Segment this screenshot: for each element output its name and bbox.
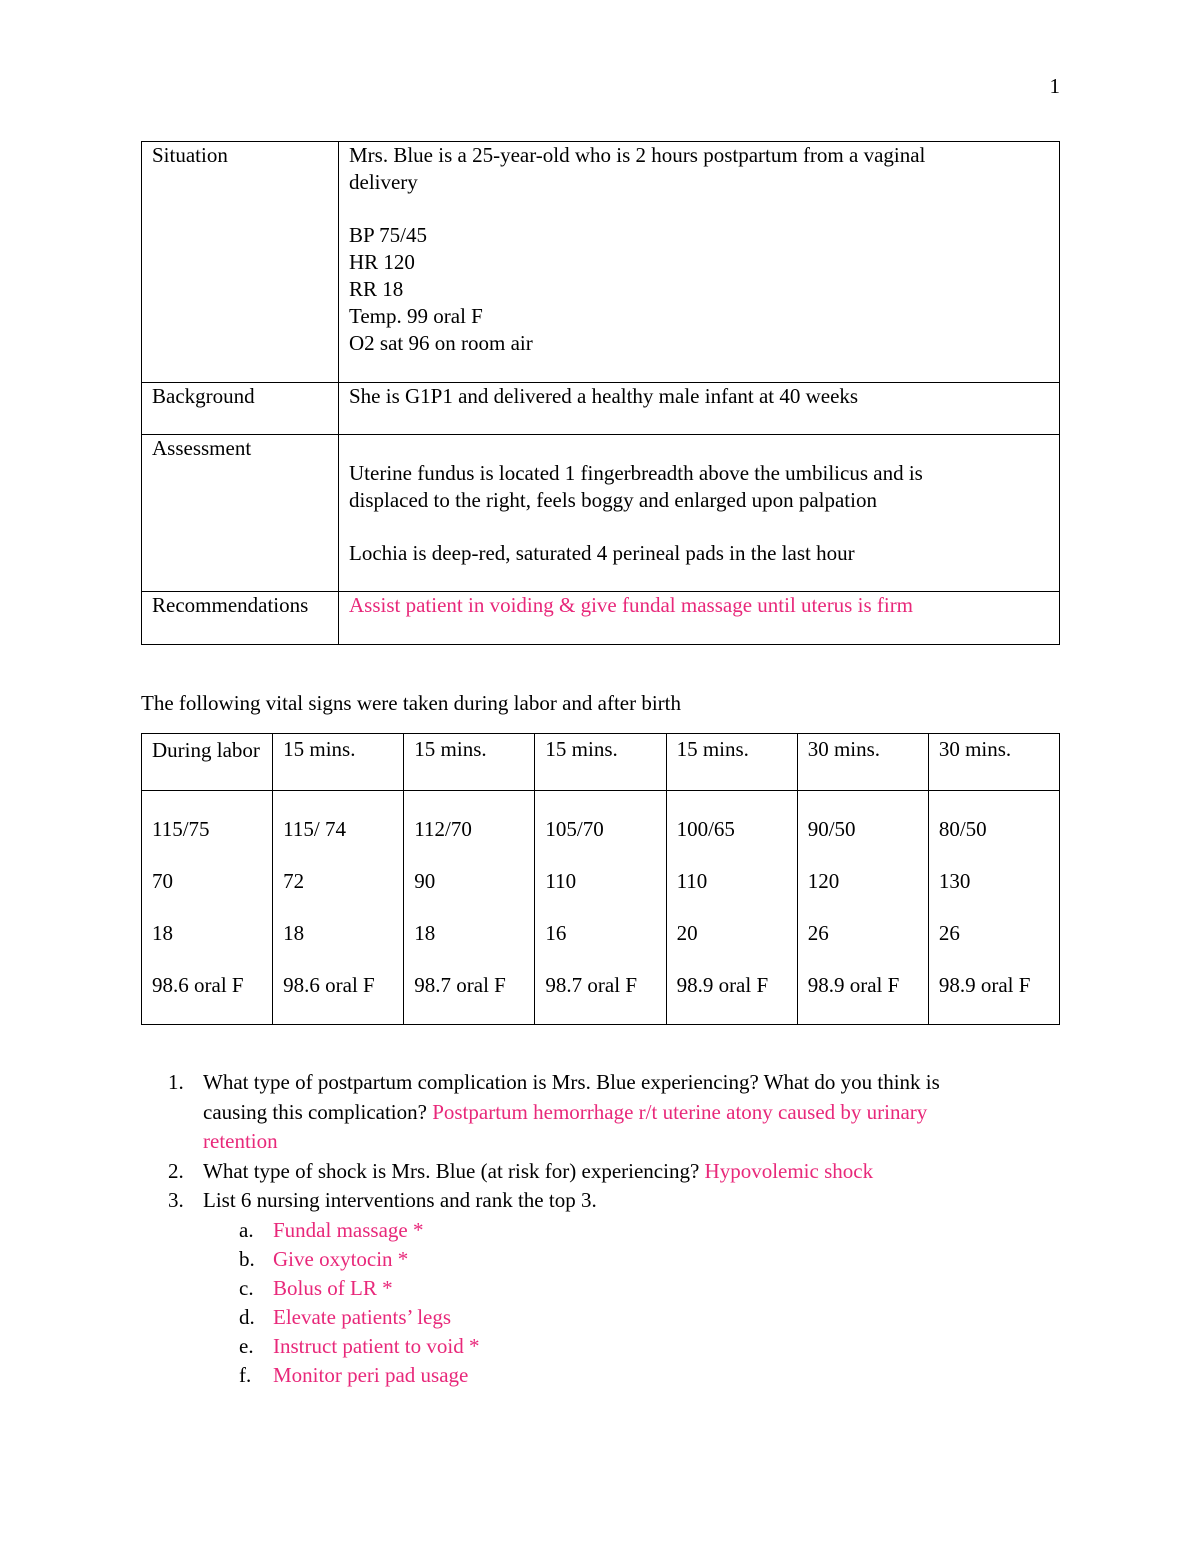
vital-value-rr: 26 [807,921,829,945]
vital-rr: RR 18 [349,277,404,301]
vital-value-temp: 98.6 oral F [152,973,244,997]
vital-value-bp: 100/65 [676,817,735,841]
vital-hr: HR 120 [349,250,415,274]
intervention-letter: f. [239,1362,252,1387]
vital-value-hr: 70 [152,869,173,893]
intervention-text: Bolus of LR * [273,1275,393,1300]
sbar-content [339,142,1060,383]
vital-value-temp: 98.7 oral F [414,973,506,997]
vital-value-temp: 98.9 oral F [807,973,900,997]
question-item [141,1157,1041,1187]
sbar-label: Situation [142,142,339,383]
vitals-cell [142,791,273,1025]
question-answer: Postpartum hemorrhage r/t uterine atony caused by urinary [432,1099,928,1124]
vitals-values-row [142,791,1060,1025]
question-number: 3. [168,1188,184,1212]
sbar-text-line: Mrs. Blue is a 25-year-old who is 2 hours postpartum from a vaginal [349,143,926,167]
intervention-text: Give oxytocin * [273,1246,409,1271]
vital-value-hr: 130 [938,869,971,893]
vitals-cell [404,791,535,1025]
vitals-header: 15 mins. [404,734,535,791]
vital-value-temp: 98.9 oral F [676,973,769,997]
vitals-header: 30 mins. [928,734,1059,791]
question-item [141,1186,1041,1216]
sbar-content [339,435,1060,592]
sbar-row-background [142,383,1060,435]
vital-value-rr: 18 [283,921,305,945]
vital-value-bp: 80/50 [938,817,987,841]
vital-value-rr: 16 [545,921,567,945]
intervention-item [141,1361,1041,1390]
vitals-intro: The following vital signs were taken during labor and after birth [141,691,682,715]
question-answer: retention [203,1129,278,1153]
vitals-header: 15 mins. [273,734,404,791]
vital-value-hr: 72 [283,869,305,893]
vitals-header: 30 mins. [797,734,928,791]
intervention-text: Elevate patients’ legs [273,1304,452,1329]
vital-value-temp: 98.7 oral F [545,973,637,997]
intervention-item [141,1274,1041,1303]
sbar-row-situation [142,142,1060,383]
sbar-content [339,383,1060,435]
sbar-label: Background [142,383,339,435]
vitals-cell [797,791,928,1025]
sbar-text-line: displaced to the right, feels boggy and enlarged upon palpation [349,488,877,512]
intervention-letter: b. [239,1246,255,1271]
question-text: causing this complication? [203,1099,433,1124]
vitals-cell [535,791,666,1025]
vital-value-temp: 98.6 oral F [283,973,375,997]
intervention-item [141,1216,1041,1245]
question-answer: Hypovolemic shock [704,1158,874,1183]
vitals-header: 15 mins. [535,734,666,791]
intervention-item [141,1245,1041,1274]
sbar-table [141,141,1060,645]
vitals-table [141,733,1060,1025]
sbar-label: Assessment [142,435,339,592]
vital-value-rr: 20 [676,921,698,945]
vitals-cell [928,791,1059,1025]
vital-value-bp: 115/75 [152,817,210,841]
vital-value-temp: 98.9 oral F [938,973,1031,997]
vital-value-bp: 115/ 74 [283,817,346,841]
sbar-row-recommendations [142,592,1060,645]
question-number: 1. [168,1070,184,1094]
vital-value-rr: 18 [414,921,436,945]
vital-value-hr: 110 [545,869,577,893]
intervention-letter: e. [239,1333,254,1358]
question-list [141,1068,1041,1390]
question-text: What type of postpartum complication is Mrs. Blue experiencing? What do you think is [203,1070,940,1094]
vital-value-hr: 90 [414,869,436,893]
vitals-header-row [142,734,1060,791]
vitals-cell [273,791,404,1025]
intervention-text: Fundal massage * [273,1217,424,1242]
sbar-text-line: delivery [349,170,418,194]
sbar-content [339,592,1060,645]
vital-value-rr: 26 [938,921,960,945]
sbar-text-line: Uterine fundus is located 1 fingerbreadth above the umbilicus and is [349,461,923,485]
vitals-header: During labor [142,734,273,791]
vital-value-bp: 90/50 [807,817,856,841]
vital-value-bp: 112/70 [414,817,472,841]
sbar-label: Recommendations [142,592,339,645]
intervention-item [141,1332,1041,1361]
vital-value-hr: 120 [807,869,840,893]
vital-o2: O2 sat 96 on room air [349,331,533,355]
intervention-letter: c. [239,1275,254,1300]
question-text: List 6 nursing interventions and rank the top 3. [203,1188,597,1212]
question-text: What type of shock is Mrs. Blue (at risk for) experiencing? [203,1158,705,1183]
intervention-text: Instruct patient to void * [273,1333,480,1358]
sbar-text-line: Lochia is deep-red, saturated 4 perineal pads in the last hour [349,541,855,565]
vital-value-rr: 18 [152,921,173,945]
vitals-header: 15 mins. [666,734,797,791]
vital-value-bp: 105/70 [545,817,604,841]
intervention-letter: d. [239,1304,255,1329]
intervention-item [141,1303,1041,1332]
sbar-text-line: She is G1P1 and delivered a healthy male infant at 40 weeks [349,384,859,408]
question-number: 2. [168,1158,184,1183]
vital-value-hr: 110 [676,869,708,893]
intervention-text: Monitor peri pad usage [273,1362,469,1387]
vitals-cell [666,791,797,1025]
sbar-row-assessment [142,435,1060,592]
vital-bp: BP 75/45 [349,223,427,247]
recommendation-answer: Assist patient in voiding & give fundal massage until uterus is firm [349,593,914,617]
page-number: 1 [1049,74,1060,98]
question-item [141,1068,1041,1157]
intervention-letter: a. [239,1217,254,1242]
vital-temp: Temp. 99 oral F [349,304,483,328]
